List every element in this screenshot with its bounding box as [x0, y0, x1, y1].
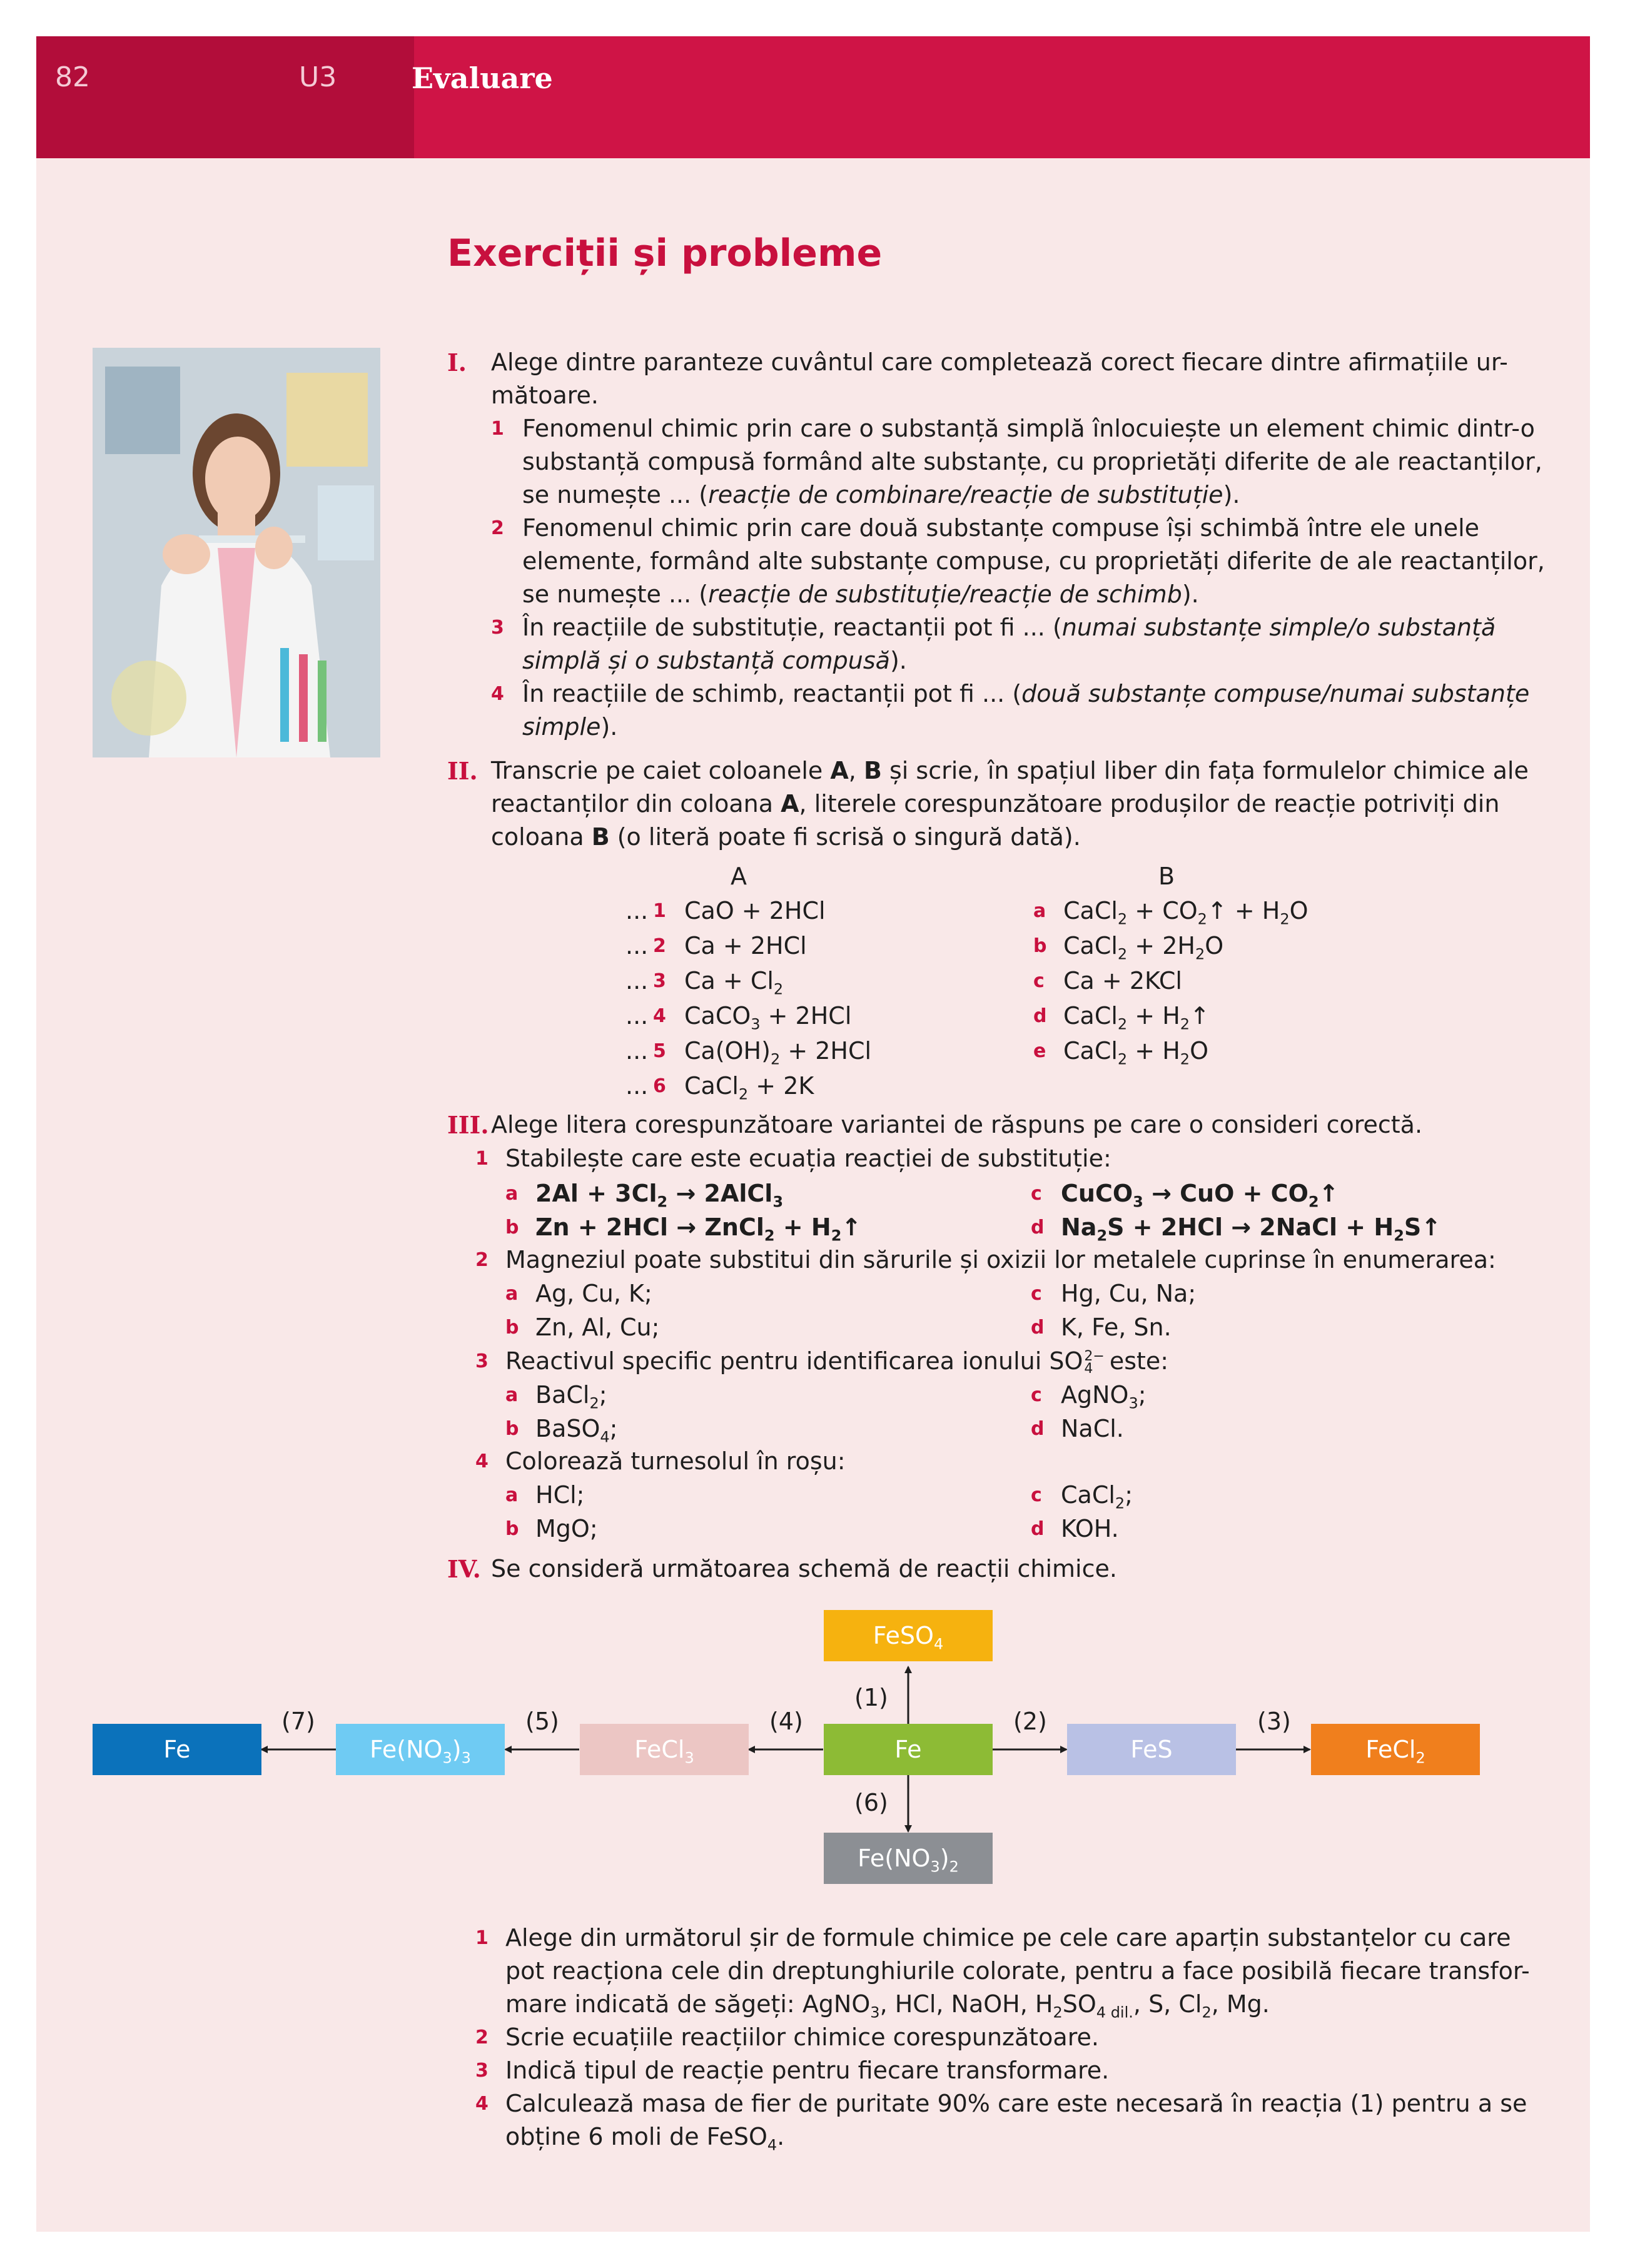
s3-q4-letter-d: d [1031, 1518, 1045, 1540]
col-a-formula-4: CaCO$_3$ + 2HCl [684, 1002, 852, 1033]
page-heading: Exerciții și probleme [447, 231, 883, 275]
col-b-letter-c: c [1033, 970, 1045, 992]
italic-options: reacție de substituție/reacție de schimb [708, 580, 1182, 608]
col-a-dots-4: ... [625, 1002, 649, 1030]
section-title: Evaluare [412, 61, 553, 95]
s3-q4-option-a: HCl; [535, 1481, 585, 1509]
s3-q1-text: Stabilește care este ecuația reacției de substituție: [505, 1145, 1111, 1172]
text: (o literă poate fi scrisă o singură dată). [609, 823, 1081, 851]
s4-task2-text: Scrie ecuațiile reacțiilor chimice corespunzătoare. [505, 2023, 1099, 2051]
s4-task3-text: Indică tipul de reacție pentru fiecare transformare. [505, 2057, 1110, 2084]
s3-q4-option-d: KOH. [1061, 1515, 1119, 1542]
text: , S, Cl [1133, 1990, 1202, 2018]
text: coloana [491, 823, 592, 851]
col-b-letter-d: d [1033, 1005, 1047, 1027]
s3-q3-option-c: AgNO$_3$; [1061, 1381, 1147, 1412]
box-fecl2: FeCl$_2$ [1311, 1724, 1480, 1775]
col-a-dots-1: ... [625, 897, 649, 924]
s1-item4-number: 4 [491, 683, 504, 705]
col-a-number-5: 5 [653, 1040, 666, 1062]
s4-task4-number: 4 [475, 2093, 489, 2115]
col-a-dots-3: ... [625, 967, 649, 995]
text: Transcrie pe caiet coloanele [491, 757, 831, 784]
label-5: (5) [525, 1708, 559, 1735]
col-b-formula-d: CaCl$_2$ + $H_2↑$ [1063, 1002, 1210, 1033]
label-7: (7) [281, 1708, 315, 1735]
s3-q3-letter-c: c [1031, 1384, 1042, 1406]
col-a-number-4: 4 [653, 1005, 666, 1027]
col-a-number-6: 6 [653, 1075, 666, 1097]
s3-q2-option-b: Zn, Al, Cu; [535, 1314, 660, 1341]
s3-q2-option-a: Ag, Cu, K; [535, 1280, 652, 1307]
box-fe-center: Fe [824, 1724, 993, 1775]
box-feno3-3: $Fe(NO_3)_3$ [336, 1724, 505, 1775]
col-a-formula-6: CaCl$_2$ + 2K [684, 1072, 814, 1103]
text: și scrie, în spațiul liber din fața formulelor chimice ale [881, 757, 1529, 784]
s1-item1-line1: Fenomenul chimic prin care o substanță simplă înlocuiește un element chimic dintr-o [522, 415, 1535, 442]
col-a-number-3: 3 [653, 970, 666, 992]
italic-options: două substanțe compuse/numai substanțe [1021, 680, 1530, 707]
unit-label: U3 [299, 61, 337, 93]
s3-q1-option-c: CuCO$_3$ → CuO + $CO_2↑$ [1061, 1180, 1339, 1211]
s3-q4-text: Colorează turnesolul în roșu: [505, 1447, 846, 1475]
text: se numește ... ( [522, 481, 709, 509]
col-a-formula-1: CaO + 2HCl [684, 897, 826, 924]
s3-q4-letter-b: b [505, 1518, 519, 1540]
s3-q1-letter-a: a [505, 1183, 519, 1205]
bold-b: B [863, 757, 882, 784]
text: , literele corespunzătoare produșilor de reacție potriviți din [799, 790, 1500, 818]
text: SO [1062, 1990, 1096, 2018]
s3-q1-number: 1 [475, 1148, 489, 1170]
s3-q4-number: 4 [475, 1450, 489, 1472]
s1-item2-line1: Fenomenul chimic prin care două substanțe compuse își schimbă între ele unele [522, 514, 1480, 542]
s3-q3-option-d: NaCl. [1061, 1415, 1124, 1442]
s1-item1-line2: substanță compusă formând alte substanțe, cu proprietăți diferite de ale reactanților, [522, 448, 1542, 475]
text: reactanților din coloana [491, 790, 781, 818]
bold-a: A [781, 790, 799, 818]
s3-q3-number: 3 [475, 1350, 489, 1372]
s4-task1-number: 1 [475, 1927, 489, 1949]
page-number: 82 [55, 61, 90, 93]
column-a-header: A [731, 863, 747, 890]
label-3: (3) [1257, 1708, 1291, 1735]
col-b-letter-e: e [1033, 1040, 1046, 1062]
s3-q2-number: 2 [475, 1249, 489, 1271]
s3-q4-option-c: CaCl$_2$; [1061, 1481, 1133, 1512]
col-a-number-2: 2 [653, 935, 666, 957]
s3-q1-letter-b: b [505, 1217, 519, 1238]
box-fecl3: FeCl$_3$ [580, 1724, 749, 1775]
sulfate-charge: 2− 4 [1084, 1348, 1105, 1377]
col-b-formula-e: CaCl$_2$ + $H_2O$ [1063, 1037, 1208, 1068]
col-b-formula-b: CaCl$_2$ + $2H_2O$ [1063, 932, 1224, 963]
s1-item1-number: 1 [491, 418, 504, 440]
s1-intro-line1: Alege dintre paranteze cuvântul care completează corect fiecare dintre afirmațiile ur- [491, 348, 1508, 376]
s3-q1-option-d: $Na_2S + 2HCl$ → 2NaCl + $H_2S↑$ [1061, 1213, 1442, 1245]
s3-q4-letter-c: c [1031, 1484, 1042, 1506]
s1-item2-line2: elemente, formând alte substanțe compuse, cu proprietăți diferite de ale reactanților, [522, 547, 1545, 575]
s4-task1-line1: Alege din următorul șir de formule chimice pe cele care aparțin substanțelor cu care [505, 1924, 1511, 1952]
label-4: (4) [769, 1708, 803, 1735]
s3-intro: Alege litera corespunzătoare variantei de răspuns pe care o consideri corectă. [491, 1111, 1423, 1138]
s3-q2-letter-d: d [1031, 1317, 1045, 1339]
italic-options: reacție de combinare/reacție de substituție [708, 481, 1223, 509]
col-a-formula-5: $Ca(OH)_2 + 2HCl$ [684, 1037, 872, 1068]
s3-q2-option-d: K, Fe, Sn. [1061, 1314, 1172, 1341]
text: ). [1223, 481, 1240, 509]
s4-task4-line2: obține 6 moli de FeSO$_4$. [505, 2123, 785, 2154]
col-b-formula-a: CaCl$_2$ + $CO_2↑ + H_2O$ [1063, 897, 1309, 928]
s1-item3-number: 3 [491, 617, 504, 639]
text: mare indicată de săgeți: AgNO [505, 1990, 871, 2018]
s3-q3-option-b: BaSO$_4$; [535, 1415, 618, 1446]
bold-a: A [830, 757, 849, 784]
s3-q1-option-b: Zn + 2HCl → ZnCl$_2$ + $H_2↑$ [535, 1213, 862, 1245]
s4-task2-number: 2 [475, 2027, 489, 2048]
text: Reactivul specific pentru identificarea ionului SO [505, 1347, 1083, 1375]
box-feso4: FeSO$_4$ [824, 1610, 993, 1661]
s4-task4-line1: Calculează masa de fier de puritate 90% care este necesară în reacția (1) pentru a se [505, 2090, 1527, 2117]
italic-options: numai substanțe simple/o substanță [1061, 614, 1496, 641]
s1-intro-line2: mătoare. [491, 382, 599, 409]
text: se numește ... ( [522, 580, 709, 608]
s3-q2-text: Magneziul poate substitui din sărurile și oxizii lor metalele cuprinse în enumerarea: [505, 1246, 1496, 1273]
col-b-letter-a: a [1033, 900, 1046, 922]
s3-q1-letter-c: c [1031, 1183, 1042, 1205]
col-a-number-1: 1 [653, 900, 666, 922]
roman-ii: II. [447, 757, 478, 785]
text: În reacțiile de substituție, reactanții pot fi ... ( [522, 614, 1062, 641]
column-b-header: B [1158, 863, 1175, 890]
col-a-formula-2: Ca + 2HCl [684, 932, 807, 959]
s3-q4-letter-a: a [505, 1484, 519, 1506]
col-a-formula-3: $Ca + Cl_2$ [684, 967, 784, 998]
roman-iii: III. [447, 1111, 489, 1139]
col-a-dots-6: ... [625, 1072, 649, 1100]
s3-q2-letter-a: a [505, 1283, 519, 1305]
s4-intro: Se consideră următoarea schemă de reacții chimice. [491, 1555, 1117, 1582]
s3-q3-letter-b: b [505, 1418, 519, 1440]
col-b-formula-c: Ca + 2KCl [1063, 967, 1182, 995]
italic-options: simple [522, 713, 601, 741]
box-feno3-2: $Fe(NO_3)_2$ [824, 1833, 993, 1884]
label-2: (2) [1013, 1708, 1047, 1735]
text: , [848, 757, 864, 784]
s3-q4-option-b: MgO; [535, 1515, 598, 1542]
s3-q2-letter-c: c [1031, 1283, 1042, 1305]
roman-i: I. [447, 348, 467, 377]
label-1: (1) [854, 1684, 888, 1711]
s3-q1-option-a: $2Al + 3Cl_2$ → 2AlCl$_3$ [535, 1180, 784, 1211]
text: , Mg. [1211, 1990, 1270, 2018]
text: În reacțiile de schimb, reactanții pot fi ... ( [522, 680, 1022, 707]
s4-task3-number: 3 [475, 2060, 489, 2082]
text: , HCl, NaOH, H [879, 1990, 1053, 2018]
text: . [777, 2123, 785, 2150]
roman-iv: IV. [447, 1555, 481, 1583]
s3-q3-letter-a: a [505, 1384, 519, 1406]
s3-q2-letter-b: b [505, 1317, 519, 1339]
s3-q1-letter-d: d [1031, 1217, 1045, 1238]
text: este: [1109, 1347, 1169, 1375]
s4-task1-line3: mare indicată de săgeți: AgNO$_3$, HCl, NaOH, $H_2SO_{4 dil.}$, S, $Cl_2$, Mg. [505, 1990, 1270, 2022]
label-6: (6) [854, 1789, 888, 1816]
s3-q3-letter-d: d [1031, 1418, 1045, 1440]
italic-options: simplă și o substanță compusă [522, 647, 890, 674]
text: ). [600, 713, 618, 741]
s3-q3-option-a: BaCl$_2$; [535, 1381, 607, 1412]
s3-q2-option-c: Hg, Cu, Na; [1061, 1280, 1197, 1307]
col-a-dots-2: ... [625, 932, 649, 959]
col-a-dots-5: ... [625, 1037, 649, 1065]
text: ). [889, 647, 907, 674]
box-fe-left: Fe [93, 1724, 261, 1775]
s4-task1-line2: pot reacționa cele din dreptunghiurile colorate, pentru a face posibilă fiecare transfor- [505, 1957, 1530, 1985]
bold-b: B [591, 823, 610, 851]
text: ). [1182, 580, 1199, 608]
box-fes: FeS [1067, 1724, 1236, 1775]
s1-item2-number: 2 [491, 517, 504, 539]
text: obține 6 moli de FeSO [505, 2123, 767, 2150]
col-b-letter-b: b [1033, 935, 1047, 957]
